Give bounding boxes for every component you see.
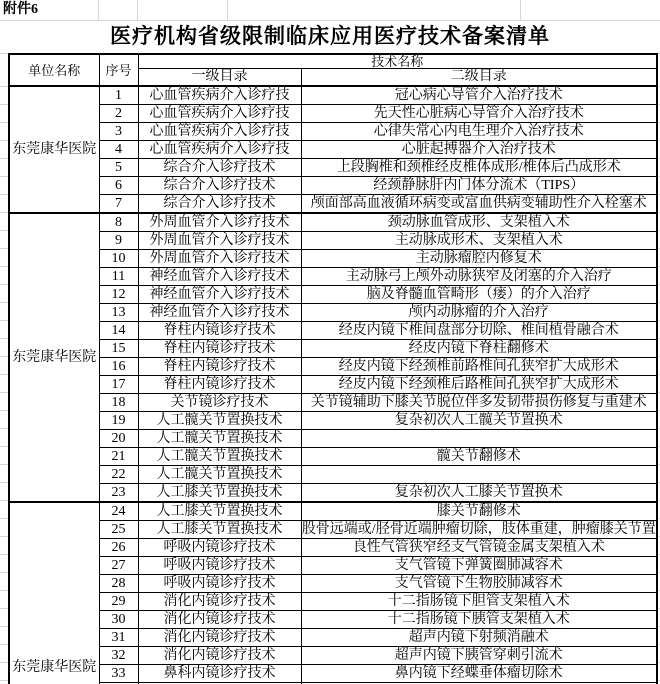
level2-cell: 冠心病心导管介入治疗技术 bbox=[301, 86, 657, 105]
table-row bbox=[9, 575, 657, 593]
unit-name-cell bbox=[9, 213, 99, 502]
row-index-cell: 33 bbox=[99, 665, 138, 683]
level2-cell: 膝关节翻修术 bbox=[301, 502, 657, 521]
table-row bbox=[9, 430, 657, 448]
level1-cell: 鼻科内镜诊疗技术 bbox=[138, 665, 301, 683]
level2-cell: 支气管镜下生物胶肺减容术 bbox=[301, 575, 657, 593]
gridline bbox=[0, 53, 8, 54]
table-row bbox=[9, 195, 657, 214]
level1-cell: 外周血管介入诊疗技术 bbox=[138, 213, 301, 232]
level2-cell: 良性气管狭窄经支气管镜金属支架植入术 bbox=[301, 539, 657, 557]
level2-cell bbox=[301, 430, 657, 448]
header-row-1 bbox=[9, 54, 657, 69]
level1-cell: 心血管疾病介入诊疗技 bbox=[138, 123, 301, 141]
gridline bbox=[0, 302, 8, 303]
level1-cell: 综合介入诊疗技术 bbox=[138, 177, 301, 195]
gridline bbox=[0, 464, 8, 465]
gridline bbox=[0, 338, 8, 339]
level2-cell: 经皮内镜下经颈椎后路椎间孔狭窄扩大成形术 bbox=[301, 376, 657, 394]
level2-cell: 主动脉瘤腔内修复术 bbox=[301, 250, 657, 268]
table-row bbox=[9, 521, 657, 539]
gridline bbox=[0, 266, 8, 267]
row-index-cell: 17 bbox=[99, 376, 138, 394]
gridline bbox=[0, 446, 8, 447]
level2-cell: 超声内镜下射频消融术 bbox=[301, 629, 657, 647]
level1-cell: 神经血管介入诊疗技术 bbox=[138, 286, 301, 304]
row-index-cell: 28 bbox=[99, 575, 138, 593]
level2-cell: 经皮内镜下经颈椎前路椎间孔狭窄扩大成形术 bbox=[301, 358, 657, 376]
table-row bbox=[9, 268, 657, 286]
level2-cell: 经皮内镜下脊柱翻修术 bbox=[301, 340, 657, 358]
level1-cell: 消化内镜诊疗技术 bbox=[138, 593, 301, 611]
table-row bbox=[9, 394, 657, 412]
gridline bbox=[227, 0, 228, 20]
table-row bbox=[9, 123, 657, 141]
row-index-cell: 10 bbox=[99, 250, 138, 268]
level1-cell: 脊柱内镜诊疗技术 bbox=[138, 358, 301, 376]
table-row bbox=[9, 159, 657, 177]
row-index-cell: 13 bbox=[99, 304, 138, 322]
attachment-label: 附件6 bbox=[3, 2, 38, 17]
gridline bbox=[0, 572, 8, 573]
gridline bbox=[0, 554, 8, 555]
level2-cell: 脑及脊髓血管畸形（瘘）的介入治疗 bbox=[301, 286, 657, 304]
table-row bbox=[9, 250, 657, 268]
level2-cell: 颅内动脉瘤的介入治疗 bbox=[301, 304, 657, 322]
level1-cell: 人工膝关节置换技术 bbox=[138, 521, 301, 539]
level2-cell: 主动脉成形术、支架植入术 bbox=[301, 232, 657, 250]
level1-cell: 关节镜诊疗技术 bbox=[138, 394, 301, 412]
row-index-cell: 4 bbox=[99, 141, 138, 159]
row-index-cell: 16 bbox=[99, 358, 138, 376]
gridline bbox=[0, 86, 8, 87]
table-row bbox=[9, 376, 657, 394]
level2-cell: 先天性心脏病心导管介入治疗技术 bbox=[301, 105, 657, 123]
row-index-cell: 24 bbox=[99, 502, 138, 521]
header-level2: 二级目录 bbox=[301, 69, 657, 87]
gridline bbox=[0, 626, 8, 627]
table-row bbox=[9, 286, 657, 304]
level2-cell: 支气管镜下弹簧圈肺减容术 bbox=[301, 557, 657, 575]
row-index-cell: 2 bbox=[99, 105, 138, 123]
level1-cell: 消化内镜诊疗技术 bbox=[138, 629, 301, 647]
level2-cell: 复杂初次人工膝关节置换术 bbox=[301, 484, 657, 503]
gridline bbox=[0, 680, 8, 681]
gridline bbox=[0, 608, 8, 609]
level2-cell: 十二指肠镜下胆管支架植入术 bbox=[301, 593, 657, 611]
unit-name-label: 东莞康华医院 bbox=[12, 141, 97, 157]
table-row bbox=[9, 177, 657, 195]
table-row bbox=[9, 466, 657, 484]
row-index-cell: 15 bbox=[99, 340, 138, 358]
level2-cell: 股骨远端或/胫骨近端肿瘤切除，肢体重建，肿瘤膝关节置 bbox=[301, 522, 656, 537]
row-index-cell: 22 bbox=[99, 466, 138, 484]
row-index-cell: 11 bbox=[99, 268, 138, 286]
header-level1: 一级目录 bbox=[138, 69, 301, 87]
level1-cell: 神经血管介入诊疗技术 bbox=[138, 304, 301, 322]
table-row bbox=[9, 611, 657, 629]
gridline bbox=[0, 518, 8, 519]
gridline bbox=[0, 662, 8, 663]
unit-name-label: 东莞康华医院 bbox=[12, 349, 97, 365]
level1-cell: 人工髋关节置换技术 bbox=[138, 412, 301, 430]
gridline bbox=[0, 536, 8, 537]
level1-cell: 外周血管介入诊疗技术 bbox=[138, 250, 301, 268]
table-row bbox=[9, 412, 657, 430]
level1-cell: 脊柱内镜诊疗技术 bbox=[138, 322, 301, 340]
row-index-cell: 20 bbox=[99, 430, 138, 448]
gridline bbox=[0, 482, 8, 483]
gridline bbox=[0, 590, 8, 591]
row-index-cell: 25 bbox=[99, 521, 138, 539]
gridline bbox=[0, 428, 8, 429]
gridline bbox=[0, 158, 8, 159]
gridline bbox=[0, 122, 8, 123]
level1-cell: 人工髋关节置换技术 bbox=[138, 448, 301, 466]
level2-cell: 复杂初次人工髋关节置换术 bbox=[301, 412, 657, 430]
level1-cell: 呼吸内镜诊疗技术 bbox=[138, 557, 301, 575]
gridline bbox=[0, 392, 8, 393]
row-index-cell: 3 bbox=[99, 123, 138, 141]
level1-cell: 消化内镜诊疗技术 bbox=[138, 611, 301, 629]
level2-cell: 鼻内镜下经蝶垂体瘤切除术 bbox=[301, 665, 657, 683]
row-index-cell: 19 bbox=[99, 412, 138, 430]
page-title: 医疗机构省级限制临床应用医疗技术备案清单 bbox=[110, 24, 550, 48]
gridline bbox=[0, 176, 8, 177]
gridline bbox=[0, 356, 8, 357]
level2-cell: 经颈静脉肝内门体分流术（TIPS） bbox=[301, 177, 657, 195]
level2-cell: 上段胸椎和颈椎经皮椎体成形/椎体后凸成形术 bbox=[301, 159, 657, 177]
level1-cell: 呼吸内镜诊疗技术 bbox=[138, 539, 301, 557]
level1-cell: 心血管疾病介入诊疗技 bbox=[138, 141, 301, 159]
level1-cell: 消化内镜诊疗技术 bbox=[138, 647, 301, 665]
gridline bbox=[0, 230, 8, 231]
table-row bbox=[9, 484, 657, 503]
records-table bbox=[8, 53, 658, 684]
gridline bbox=[520, 0, 521, 20]
level1-cell: 外周血管介入诊疗技术 bbox=[138, 232, 301, 250]
level2-cell: 关节镜辅助下膝关节脱位伴多发韧带损伤修复与重建术 bbox=[301, 394, 657, 412]
gridline bbox=[98, 0, 99, 20]
level2-cell bbox=[301, 466, 657, 484]
level1-cell: 心血管疾病介入诊疗技 bbox=[138, 86, 301, 105]
row-index-cell: 6 bbox=[99, 177, 138, 195]
level1-cell: 综合介入诊疗技术 bbox=[138, 195, 301, 214]
level1-cell: 综合介入诊疗技术 bbox=[138, 159, 301, 177]
level2-cell: 髋关节翻修术 bbox=[301, 448, 657, 466]
row-index-cell: 32 bbox=[99, 647, 138, 665]
table-row bbox=[9, 358, 657, 376]
row-index-cell: 1 bbox=[99, 86, 138, 105]
table-row bbox=[9, 557, 657, 575]
table-header bbox=[9, 54, 657, 86]
level2-cell: 经皮内镜下椎间盘部分切除、椎间植骨融合术 bbox=[301, 322, 657, 340]
level1-cell: 人工髋关节置换技术 bbox=[138, 466, 301, 484]
table-row bbox=[9, 502, 657, 521]
table-row bbox=[9, 141, 657, 159]
table-row bbox=[9, 539, 657, 557]
row-index-cell: 12 bbox=[99, 286, 138, 304]
table-row bbox=[9, 105, 657, 123]
row-index-cell: 5 bbox=[99, 159, 138, 177]
table-body bbox=[9, 86, 657, 684]
unit-name-cell bbox=[9, 86, 99, 213]
gridline bbox=[0, 140, 8, 141]
gridline bbox=[0, 212, 8, 213]
level2-cell: 颈动脉血管成形、支架植入术 bbox=[301, 213, 657, 232]
header-tech-name: 技术名称 bbox=[138, 54, 657, 69]
level1-cell: 呼吸内镜诊疗技术 bbox=[138, 575, 301, 593]
row-index-cell: 18 bbox=[99, 394, 138, 412]
table-row bbox=[9, 232, 657, 250]
row-index-cell: 8 bbox=[99, 213, 138, 232]
row-index-cell: 31 bbox=[99, 629, 138, 647]
level2-cell: 超声内镜下胰管穿刺引流术 bbox=[301, 647, 657, 665]
level1-cell: 人工膝关节置换技术 bbox=[138, 484, 301, 503]
row-index-cell: 21 bbox=[99, 448, 138, 466]
row-index-cell: 7 bbox=[99, 195, 138, 214]
table-row bbox=[9, 322, 657, 340]
level2-cell: 心律失常心内电生理介入治疗技术 bbox=[301, 123, 657, 141]
gridline bbox=[0, 644, 8, 645]
header-unit-name: 单位名称 bbox=[9, 54, 99, 86]
gridline bbox=[0, 248, 8, 249]
table-row bbox=[9, 340, 657, 358]
table-row bbox=[9, 593, 657, 611]
table-row bbox=[9, 304, 657, 322]
gridline bbox=[0, 374, 8, 375]
level1-cell: 脊柱内镜诊疗技术 bbox=[138, 376, 301, 394]
level1-cell: 神经血管介入诊疗技术 bbox=[138, 268, 301, 286]
level2-cell: 颅面部高血液循环病变或富血供病变辅助性介入栓塞术 bbox=[301, 195, 657, 214]
gridline bbox=[0, 104, 8, 105]
header-index: 序号 bbox=[99, 54, 138, 86]
unit-name-cell bbox=[9, 502, 99, 684]
level2-cell: 主动脉弓上颅外动脉狭窄及闭塞的介入治疗 bbox=[301, 268, 657, 286]
unit-name-label: 东莞康华医院 bbox=[12, 660, 97, 675]
level1-cell: 心血管疾病介入诊疗技 bbox=[138, 105, 301, 123]
level1-cell: 脊柱内镜诊疗技术 bbox=[138, 340, 301, 358]
row-index-cell: 9 bbox=[99, 232, 138, 250]
table-row bbox=[9, 647, 657, 665]
table-row bbox=[9, 86, 657, 105]
row-index-cell: 29 bbox=[99, 593, 138, 611]
gridline bbox=[0, 410, 8, 411]
row-index-cell: 26 bbox=[99, 539, 138, 557]
level2-cell: 十二指肠镜下胰管支架植入术 bbox=[301, 611, 657, 629]
gridline bbox=[0, 284, 8, 285]
row-index-cell: 23 bbox=[99, 484, 138, 503]
table-row bbox=[9, 665, 657, 683]
level1-cell: 人工髋关节置换技术 bbox=[138, 430, 301, 448]
row-index-cell: 14 bbox=[99, 322, 138, 340]
gridline bbox=[0, 500, 8, 501]
table-row bbox=[9, 629, 657, 647]
gridline bbox=[137, 0, 138, 20]
table-row bbox=[9, 448, 657, 466]
row-index-cell: 27 bbox=[99, 557, 138, 575]
gridline bbox=[0, 194, 8, 195]
level2-cell: 心脏起搏器介入治疗技术 bbox=[301, 141, 657, 159]
table-row bbox=[9, 213, 657, 232]
row-index-cell: 30 bbox=[99, 611, 138, 629]
gridline bbox=[0, 320, 8, 321]
level1-cell: 人工膝关节置换技术 bbox=[138, 502, 301, 521]
